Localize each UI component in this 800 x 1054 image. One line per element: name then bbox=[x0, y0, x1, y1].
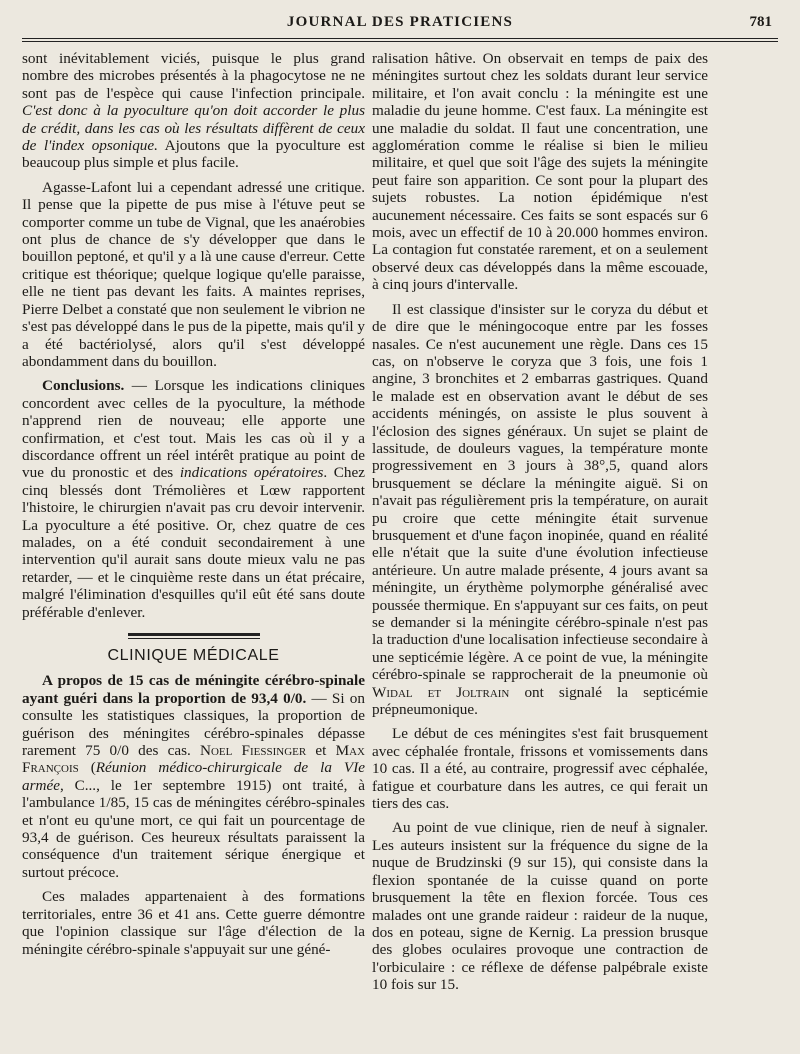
section-heading bbox=[22, 633, 365, 664]
page-number: 781 bbox=[749, 14, 772, 30]
conclusions-heading: Conclusions. bbox=[42, 377, 125, 395]
header-rule bbox=[22, 38, 778, 39]
paragraph: Il est classique d'insister sur le coryza du début et de dire que le méningocoque entre par les fosses nasales. Ce n'est aucunement une règle. Dans ces 15 cas, on n'observe le coryza que 3 fois, une fois 1 angine, 3 bronchites et 2 embarras gastriques. Quand le malade est en observation avant le début de ses accidents méningés, on assiste le plus souvent à l'éclosion des signes généraux. Un sujet se plaint de lassitude, de douleurs vagues, la température monte progressivement en 3 jours à 38°,5, quand alors brusquement se déclare la méningite aiguë. Si on n'avait pas régulièrement pris la température, on aurait pu croire que cette méningite était survenue brusquement et d'une façon inopinée, quand en réalité elle n'était que la suite d'une évolution infectieuse antérieure. Un autre malade présente, 4 jours avant sa méningite, un érythème polymorphe généralisé avec poussée thermique. En s'appuyant sur ces faits, on peut se demander si la méningite cérébro-spinale n'est pas la traduction d'une localisation infectieuse secondaire à une septicémie légère. A ce point de vue, la méningite cérébro-spinale se rapprocherait de la pneumonie où Widal et Joltrain ont signalé la septicémie prépneumonique. bbox=[372, 300, 709, 719]
journal-title: JOURNAL DES PRATICIENS bbox=[286, 14, 514, 30]
paragraph: Au point de vue clinique, rien de neuf à signaler. Les auteurs insistent sur la fréquence du signe de la nuque de Brudzinski (9 sur 15), qui consiste dans la flexion spontanée de la cuisse quand on porte brusquement la tête en flexion forcée. Tous ces malades ont une grande raideur : raideur de la nuque, dos en poteau, signe de Kernig. La pression brusque des globes oculaires provoque une contraction de l'orbiculaire : ce réflexe de défense palpébrale existe 10 fois sur 15. bbox=[372, 819, 708, 994]
article-paragraph: A propos de 15 cas de méningite cérébro-spinale ayant guéri dans la proportion de 93,4 0/0. — Si on consulte les statistiques classiques, la proportion de guérison des méningites cérébro-spinales dépasse rarement 75 0/0 des cas. Noel Fiessinger et Max François (Réunion médico-chirurgicale de la VIe armée, C..., le 1er septembre 1915) ont traité, à l'ambulance 1/85, 15 cas de méningites cérébro-spinales et n'ont eu qu'une mort, ce qui fait un pourcentage de 93,4 de guérison. Ces heureux résultats paraissent la conséquence d'un traitement sérique énergique et surtout précoce. bbox=[22, 672, 365, 881]
header-rule-thin bbox=[22, 41, 778, 42]
running-header bbox=[22, 14, 778, 36]
section-title: CLINIQUE MÉDICALE bbox=[107, 647, 280, 664]
paragraph: Le début de ces méningites s'est fait brusquement avec céphalée frontale, frissons et vomissements dans 10 cas. Il a été, au contraire, progressif avec céphalée, fatigue et courbature dans les autres, ce qui ferait un tiers des cas. bbox=[372, 725, 708, 813]
paragraph: ralisation hâtive. On observait en temps de paix des méningites surtout chez les soldats durant leur service militaire, et l'on avait conclu : la méningite est une maladie du jeune homme. C'est faux. La méningite est une maladie du soldat. Il faut une concentration, une agglomération comme le réalise si bien le milieu militaire, et quel que soit l'âge des sujets la méningite peut faire son apparition. Ce sont pour la plupart des sujets robustes. La notion épidémique n'est aucunement nécessaire. Ces faits se sont espacés sur 6 mois, avec un effectif de 10 à 20.000 hommes environ. La contagion fut constatée rarement, et on a seulement observé deux cas développés dans la même escouade, à cinq jours d'intervalle. bbox=[372, 50, 708, 294]
paragraph: sont inévitablement viciés, puisque le plus grand nombre des microbes présentés à la phagocytose ne ne sont pas de l'espèce qui cause l'infection principale. C'est donc à la pyoculture qu'on doit accorder le plus de crédit, dans les cas où les résultats diffèrent de ceux de l'index opsonique. Ajoutons que la pyoculture est beaucoup plus simple et plus facile. bbox=[22, 50, 366, 172]
section-rule bbox=[128, 633, 260, 639]
paragraph: Agasse-Lafont lui a cependant adressé une critique. Il pense que la pipette de pus mise à l'étuve peut se comporter comme un tube de Vignal, que les anaérobies ont plus de chance de s'y développer que dans le bouillon peptoné, et qu'il y a là une cause d'erreur. Cette critique est théorique; quelque logique qu'elle paraisse, elle ne tient pas devant les faits. A maintes reprises, Pierre Delbet a constaté que non seulement le vibrion ne s'est pas développé dans le pus de la pipette, mais qu'il y a été bactériolysé, alors qu'il s'est développé abondamment dans du bouillon. bbox=[22, 178, 365, 370]
left-column bbox=[22, 50, 365, 965]
paragraph: Conclusions. — Lorsque les indications cliniques concordent avec celles de la pyoculture, la méthode n'apprend rien de nouveau; elle apporte une confirmation, et c'est tout. Mais les cas où il y a discordance offrent un réel intérêt pratique au point de vue du pronostic et des indications opératoires. Chez cinq blessés dont Trémolières et Lœw rapportent l'histoire, le chirurgien n'avait pas cru devoir intervenir. La pyoculture a été positive. Or, chez quatre de ces malades, on a été conduit secondairement à une intervention qu'il aurait sans doute mieux valu ne pas retarder, — et le cinquième reste dans un état précaire, malgré l'élimination d'esquilles qu'il eût été sans doute préférable d'enlever. bbox=[22, 377, 365, 621]
paragraph: Ces malades appartenaient à des formations territoriales, entre 36 et 41 ans. Cette guerre démontre que l'opinion classique sur l'âge d'élection de la méningite cérébro-spinale s'appuyait sur une géné- bbox=[22, 888, 365, 958]
article-title: A propos de 15 cas de méningite cérébro-spinale ayant guéri dans la proportion de 93,4 0/0. bbox=[22, 672, 365, 707]
right-column bbox=[372, 50, 708, 1001]
